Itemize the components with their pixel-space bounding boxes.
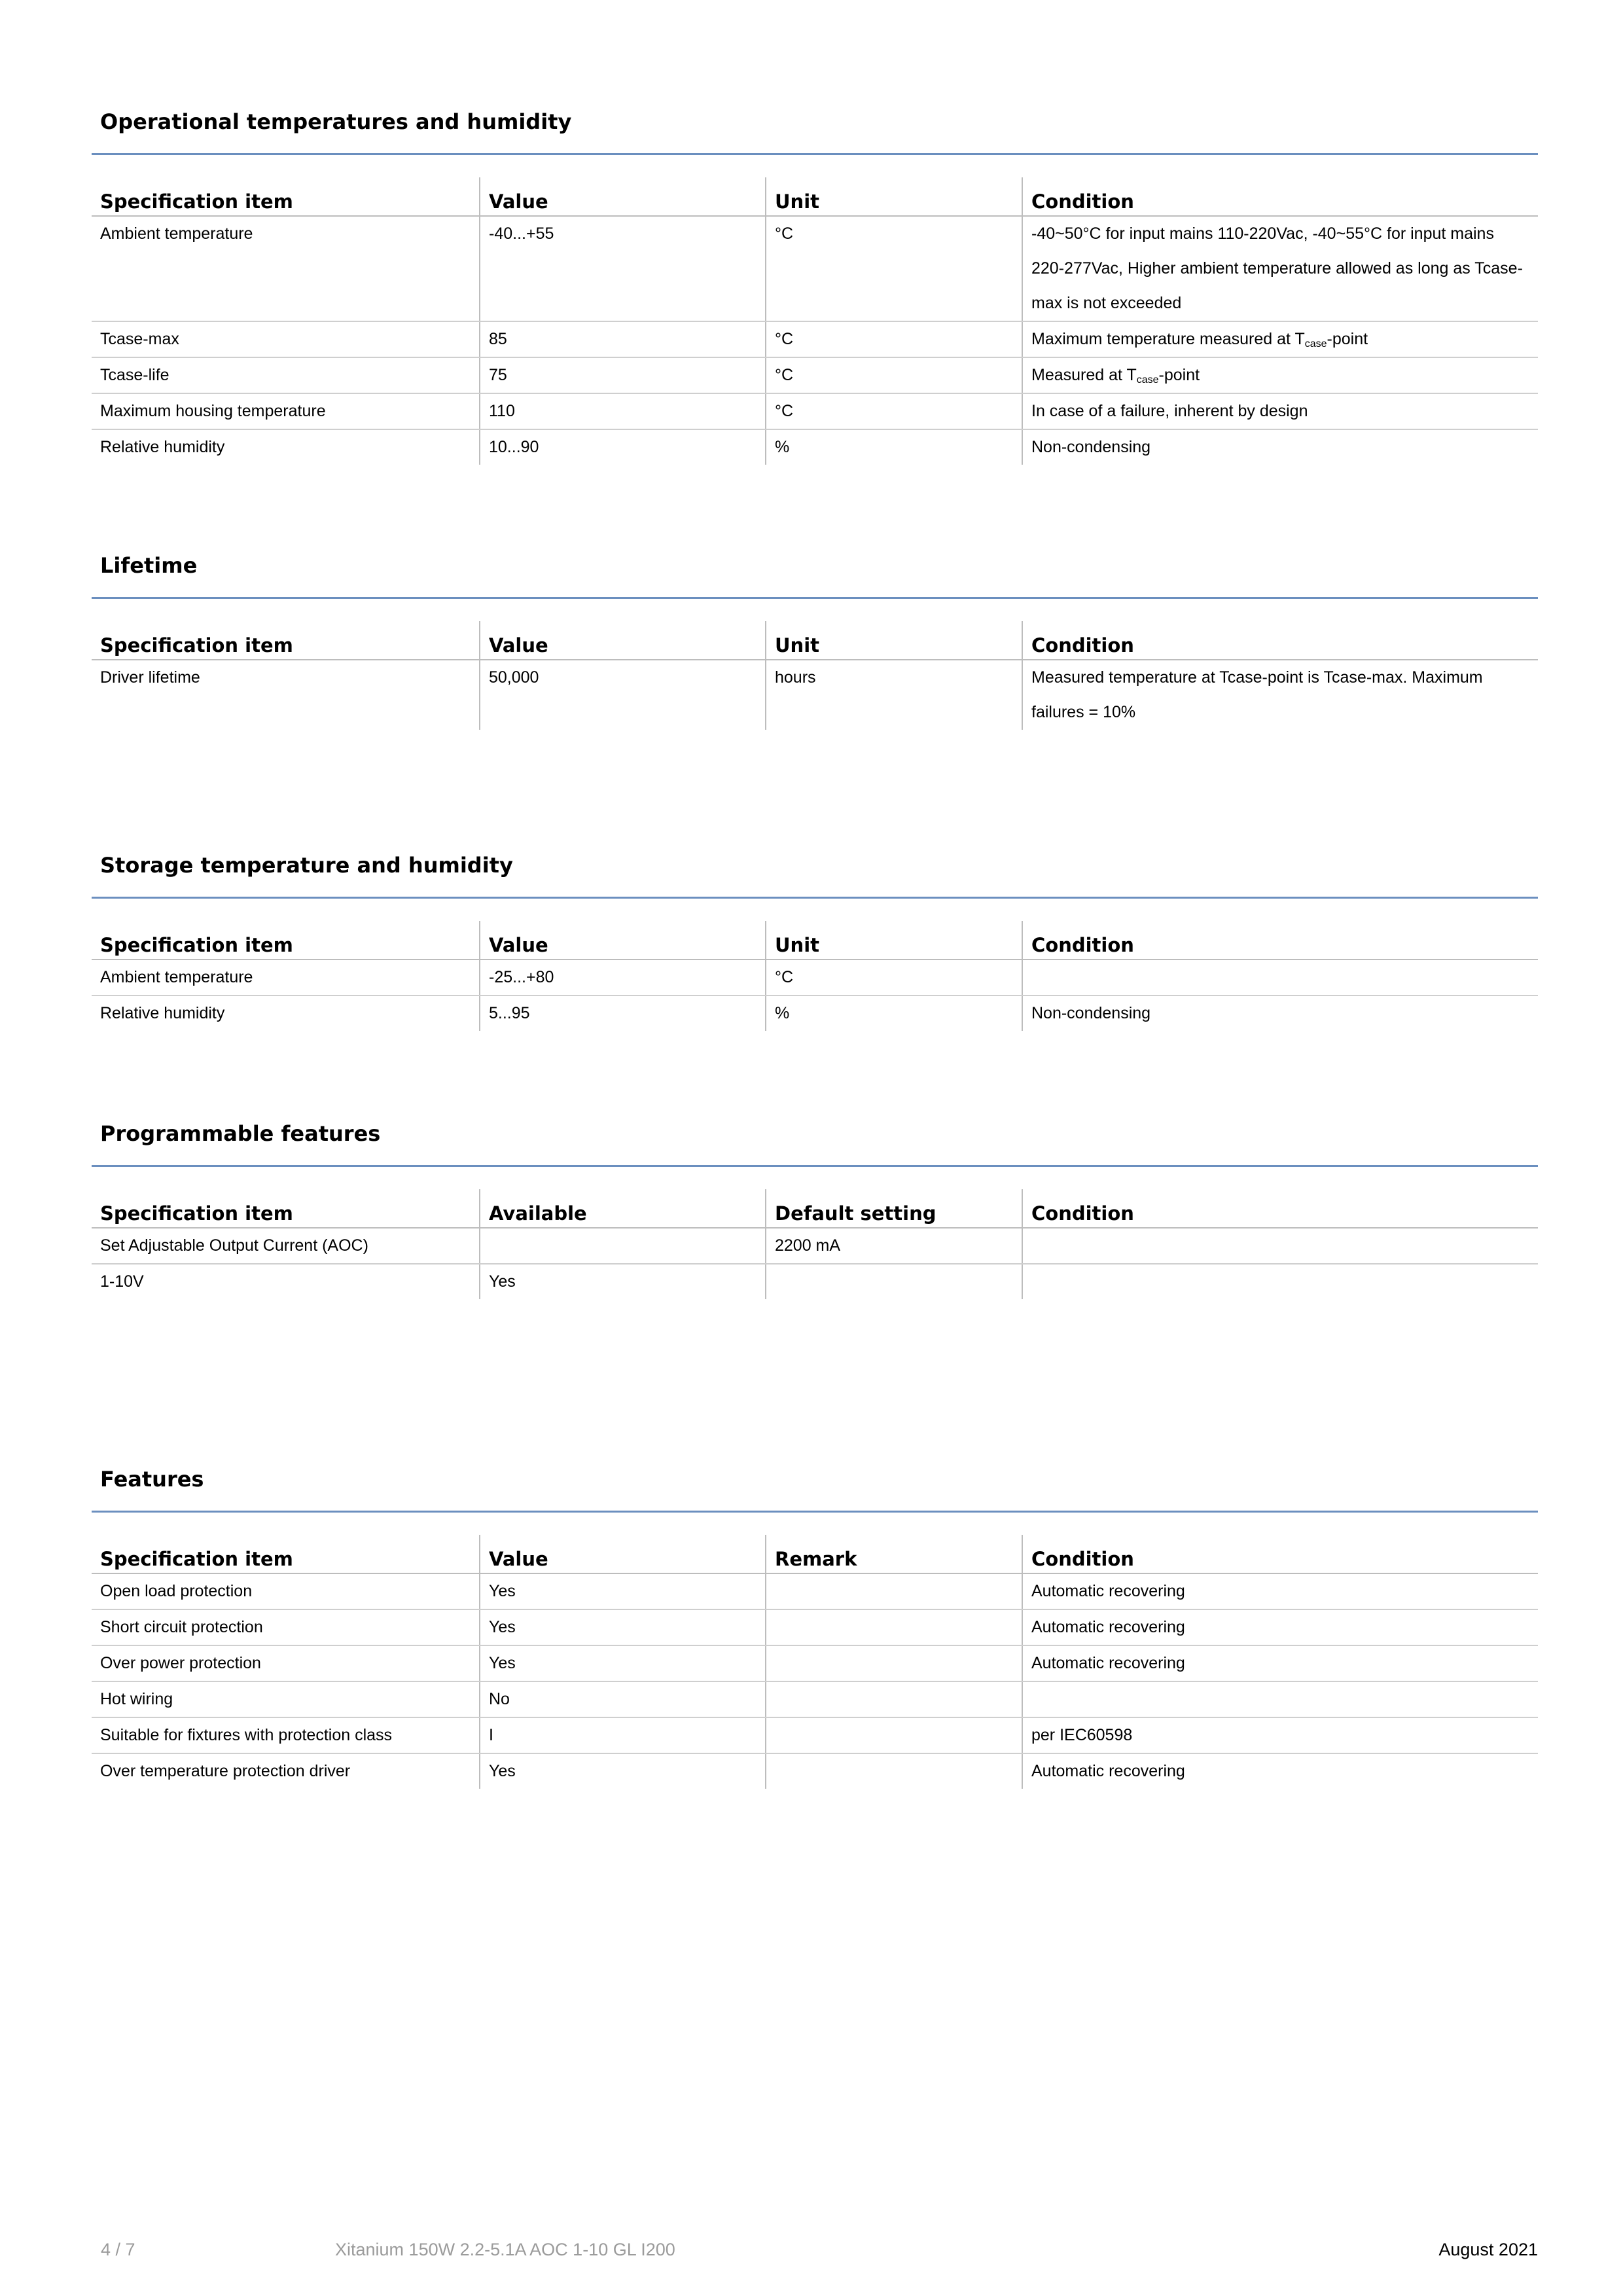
table-cell: % [766, 996, 1022, 1031]
table-cell: Yes [480, 1609, 766, 1645]
column-header: Remark [766, 1535, 1022, 1573]
table-cell: °C [766, 393, 1022, 429]
column-header: Value [480, 1535, 766, 1573]
column-header: Specification item [92, 621, 480, 660]
column-header: Default setting [766, 1189, 1022, 1228]
table-cell: Automatic recovering [1022, 1753, 1538, 1789]
section-lifetime [92, 552, 1538, 730]
table-cell [766, 1717, 1022, 1753]
table-row [92, 960, 1538, 996]
column-header: Specification item [92, 1535, 480, 1573]
table-cell: % [766, 429, 1022, 465]
spec-table [92, 621, 1538, 730]
table-cell: Tcase-life [92, 357, 480, 393]
column-header: Unit [766, 621, 1022, 660]
table-cell: Relative humidity [100, 1004, 225, 1022]
section-title: Operational temperatures and humidity [100, 109, 572, 134]
table-cell: In case of a failure, inherent by design [1022, 393, 1538, 429]
table-cell: 75 [480, 357, 766, 393]
column-header: Value [480, 921, 766, 960]
table-cell: Driver lifetime [100, 668, 200, 687]
table-cell: Automatic recovering [1022, 1573, 1538, 1609]
table-row [92, 1717, 1538, 1753]
column-header: Condition [1022, 177, 1538, 216]
column-header: Value [480, 177, 766, 216]
section-programmable [92, 1121, 1538, 1299]
table-row [92, 393, 1538, 429]
column-header: Condition [1022, 1189, 1538, 1228]
table-header-row [92, 621, 1538, 660]
product-name: Xitanium 150W 2.2-5.1A AOC 1-10 GL I200 [335, 2240, 675, 2259]
column-header: Available [480, 1189, 766, 1228]
spec-table [92, 1535, 1538, 1789]
table-cell: Ambient temperature [92, 960, 480, 996]
table-cell [1022, 960, 1538, 996]
spec-table [92, 177, 1538, 465]
table-cell: -40...+55 [480, 216, 766, 321]
table-cell: per IEC60598 [1022, 1717, 1538, 1753]
section-divider [92, 897, 1538, 899]
column-header: Specification item [92, 1189, 480, 1228]
table-row [92, 1645, 1538, 1681]
section-title: Features [100, 1467, 204, 1492]
table-cell: 110 [480, 393, 766, 429]
table-cell [1022, 1228, 1538, 1264]
table-cell: hours [766, 660, 1022, 730]
section-features [92, 1466, 1538, 1789]
column-header: Condition [1022, 921, 1538, 960]
table-header-row [92, 1535, 1538, 1573]
section-divider [92, 153, 1538, 155]
table-cell: 50,000 [480, 660, 766, 730]
table-cell: Automatic recovering [1022, 1609, 1538, 1645]
table-cell: Yes [480, 1264, 766, 1299]
section-title: Programmable features [100, 1121, 381, 1146]
table-cell: 2200 mA [766, 1228, 1022, 1264]
table-row [92, 1609, 1538, 1645]
table-row [92, 660, 1538, 730]
publication-date: August 2021 [1438, 2240, 1538, 2259]
page-number: 4 / 7 [101, 2240, 135, 2259]
column-header: Condition [1022, 1535, 1538, 1573]
column-header: Unit [766, 921, 1022, 960]
table-header-row [92, 921, 1538, 960]
table-cell: °C [766, 321, 1022, 357]
table-cell: °C [766, 357, 1022, 393]
table-cell: Maximum temperature measured at $T_{case}$-point [1022, 321, 1538, 357]
column-header: Unit [766, 177, 1022, 216]
table-cell: Yes [480, 1645, 766, 1681]
table-cell: Suitable for fixtures with protection class [92, 1717, 480, 1753]
table-cell [1022, 1264, 1538, 1299]
table-cell: -40~50°C for input mains 110-220Vac, -40~55°C for input mains 220-277Vac, Higher ambient temperature allowed as long as Tcase-max is not exceeded [1022, 216, 1538, 321]
table-cell: Short circuit protection [92, 1609, 480, 1645]
section-title: Lifetime [100, 553, 198, 578]
table-cell: 5...95 [480, 996, 766, 1031]
table-row [92, 429, 1538, 465]
table-cell: Hot wiring [92, 1681, 480, 1717]
column-header: Specification item [92, 177, 480, 216]
section-operational [92, 109, 1538, 465]
table-row [92, 1264, 1538, 1299]
section-divider [92, 1165, 1538, 1167]
section-storage [92, 852, 1538, 1031]
table-row [92, 1228, 1538, 1264]
table-cell: 85 [480, 321, 766, 357]
table-cell [766, 1681, 1022, 1717]
table-cell: Maximum housing temperature [92, 393, 480, 429]
column-header: Condition [1022, 621, 1538, 660]
table-cell: Non-condensing [1022, 996, 1538, 1031]
table-cell: Over temperature protection driver [100, 1762, 351, 1780]
table-header-row [92, 177, 1538, 216]
table-cell: Relative humidity [100, 438, 225, 456]
table-cell [1022, 1681, 1538, 1717]
column-header: Specification item [92, 921, 480, 960]
section-divider [92, 597, 1538, 599]
table-cell: Non-condensing [1022, 429, 1538, 465]
spec-table [92, 921, 1538, 1031]
table-cell: °C [766, 960, 1022, 996]
table-cell: Measured at $T_{case}$-point [1022, 357, 1538, 393]
table-row [92, 996, 1538, 1031]
table-cell [766, 1609, 1022, 1645]
table-cell: Measured temperature at Tcase-point is Tcase-max. Maximum failures = 10% [1022, 660, 1538, 730]
table-cell: 1-10V [100, 1272, 144, 1291]
table-cell: Tcase-max [92, 321, 480, 357]
table-cell: Yes [480, 1573, 766, 1609]
table-cell [766, 1573, 1022, 1609]
table-cell: -25...+80 [480, 960, 766, 996]
table-cell: Open load protection [92, 1573, 480, 1609]
table-cell [766, 1753, 1022, 1789]
table-cell [766, 1264, 1022, 1299]
table-cell: Over power protection [92, 1645, 480, 1681]
table-cell: Automatic recovering [1022, 1645, 1538, 1681]
table-cell [766, 1645, 1022, 1681]
table-cell: No [480, 1681, 766, 1717]
table-cell: °C [766, 216, 1022, 321]
table-row [92, 1573, 1538, 1609]
section-divider [92, 1511, 1538, 1513]
table-cell: Yes [480, 1753, 766, 1789]
table-header-row [92, 1189, 1538, 1228]
table-cell: I [480, 1717, 766, 1753]
table-row [92, 216, 1538, 321]
table-cell: Set Adjustable Output Current (AOC) [92, 1228, 480, 1264]
table-cell: 10...90 [480, 429, 766, 465]
spec-table [92, 1189, 1538, 1299]
table-row [92, 321, 1538, 357]
table-row [92, 357, 1538, 393]
table-cell [480, 1228, 766, 1264]
section-title: Storage temperature and humidity [100, 853, 513, 878]
table-row [92, 1681, 1538, 1717]
table-row [92, 1753, 1538, 1789]
table-cell: Ambient temperature [92, 216, 480, 321]
column-header: Value [480, 621, 766, 660]
